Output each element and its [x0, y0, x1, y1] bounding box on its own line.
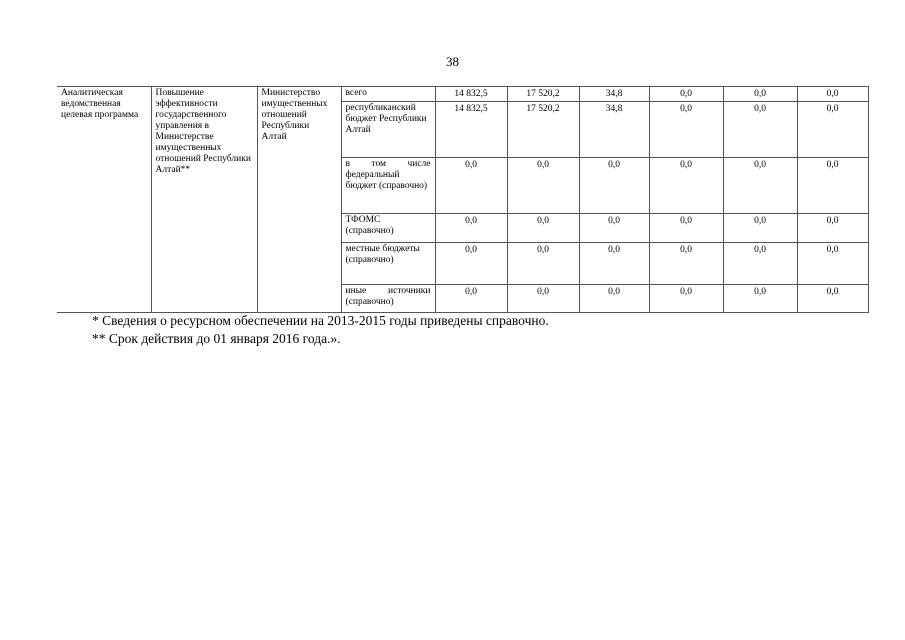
value-cell: 0,0: [797, 214, 868, 243]
program-type-cell: Аналитическая ведомственная целевая программа: [57, 87, 151, 313]
value-cell: 0,0: [435, 285, 507, 313]
value-cell: 0,0: [507, 214, 579, 243]
value-cell: 0,0: [579, 285, 649, 313]
value-cell: 0,0: [649, 158, 723, 214]
value-cell: 0,0: [649, 285, 723, 313]
value-cell: 0,0: [723, 285, 797, 313]
value-cell: 0,0: [723, 102, 797, 158]
value-cell: 0,0: [507, 243, 579, 285]
value-cell: 0,0: [649, 214, 723, 243]
value-cell: 0,0: [723, 243, 797, 285]
value-cell: 34,8: [579, 102, 649, 158]
program-name-cell: Повышение эффективности государственного управления в Министерстве имущественных отношений Республики Алтай**: [151, 87, 257, 313]
value-cell: 17 520,2: [507, 87, 579, 102]
value-cell: 0,0: [797, 158, 868, 214]
value-cell: 34,8: [579, 87, 649, 102]
value-cell: 0,0: [723, 87, 797, 102]
source-lead: иные источники: [345, 286, 431, 296]
value-cell: 0,0: [797, 285, 868, 313]
value-cell: 0,0: [649, 243, 723, 285]
footnote: ** Срок действия до 01 января 2016 года.».: [92, 331, 341, 346]
footnote: * Сведения о ресурсном обеспечении на 2013-2015 годы приведены справочно.: [92, 313, 549, 328]
value-cell: 0,0: [797, 102, 868, 158]
value-cell: 0,0: [435, 158, 507, 214]
value-cell: 0,0: [435, 214, 507, 243]
source-lead: в том числе: [345, 159, 431, 169]
source-cell: всего: [341, 87, 435, 102]
source-cell: [341, 158, 435, 214]
source-cell: [341, 285, 435, 313]
value-cell: 0,0: [507, 158, 579, 214]
table-row: [57, 87, 868, 102]
value-cell: 0,0: [723, 158, 797, 214]
value-cell: 0,0: [435, 243, 507, 285]
value-cell: 0,0: [579, 243, 649, 285]
value-cell: 0,0: [579, 214, 649, 243]
source-text: федеральный бюджет (справочно): [345, 170, 428, 191]
value-cell: 0,0: [579, 158, 649, 214]
source-cell: ТФОМС (справочно): [341, 214, 435, 243]
page-number: 38: [446, 54, 459, 69]
value-cell: 0,0: [723, 214, 797, 243]
source-cell: местные бюджеты (справочно): [341, 243, 435, 285]
value-cell: 0,0: [507, 285, 579, 313]
resource-table: [57, 86, 869, 313]
value-cell: 0,0: [797, 243, 868, 285]
source-cell: республиканский бюджет Республики Алтай: [341, 102, 435, 158]
value-cell: 17 520,2: [507, 102, 579, 158]
executor-cell: Министерство имущественных отношений Республики Алтай: [257, 87, 341, 313]
value-cell: 14 832,5: [435, 102, 507, 158]
value-cell: 0,0: [797, 87, 868, 102]
value-cell: 0,0: [649, 102, 723, 158]
footnotes: [92, 312, 549, 348]
source-text: (справочно): [345, 297, 394, 307]
value-cell: 14 832,5: [435, 87, 507, 102]
value-cell: 0,0: [649, 87, 723, 102]
